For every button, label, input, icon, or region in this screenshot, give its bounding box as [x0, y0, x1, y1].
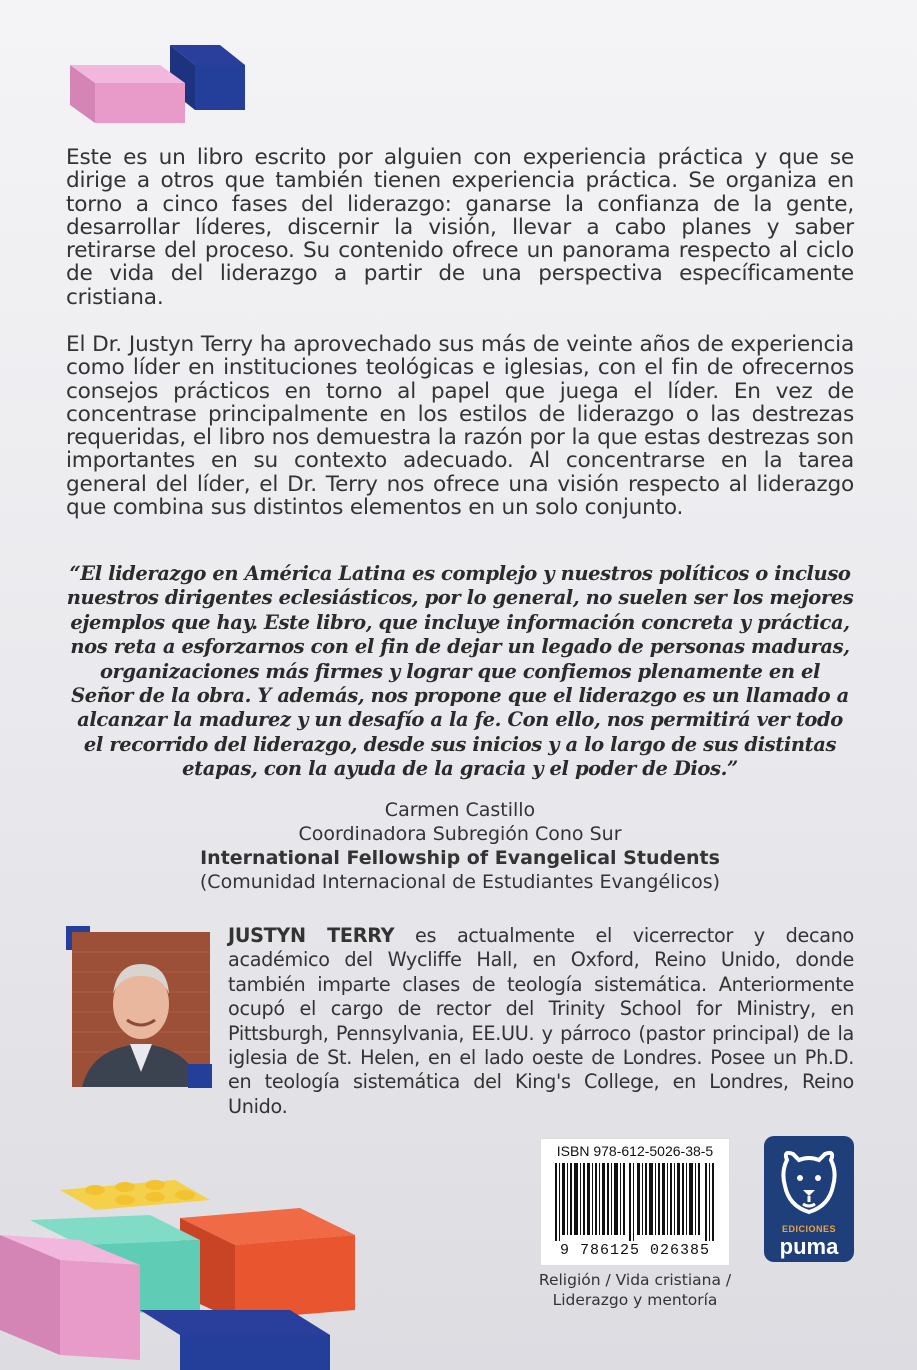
endorsement-quote: “El liderazgo en América Latina es complejo y nuestros políticos o incluso nuestros dirigentes eclesiásticos, por lo general, no suelen ser los mejores ejemplos que hay. Este libro, que incluye información concreta y práctica, nos reta a esforzarnos con el fin de dejar un legado de personas maduras, organizaciones más firmes y lograr que confiemos plenamente en el Señor de la obra. Y además, nos propone que el liderazgo es un llamado a alcanzar la madurez y un desafío a la fe. Con ello, nos permitirá ver todo el recorrido del liderazgo, desde sus inicios y a lo largo de sus distintas etapas, con la ayuda de la gracia y el poder de Dios.” — [66, 562, 854, 781]
isbn-number: 9 786125 026385 — [559, 1242, 711, 1259]
publisher-line-2: puma — [779, 1234, 839, 1259]
endorsement-organization-translation: (Comunidad Internacional de Estudiantes Evangélicos) — [199, 871, 721, 893]
endorsement-author: Carmen Castillo — [384, 799, 536, 821]
endorsement-role: Coordinadora Subregión Cono Sur — [298, 823, 622, 845]
brick-decoration-top — [60, 35, 260, 125]
publisher-logo — [764, 1136, 854, 1262]
orange-brick-front — [235, 1235, 355, 1320]
endorsement-organization: International Fellowship of Evangelical Students — [200, 847, 720, 869]
author-bio — [228, 924, 854, 1119]
endorsement-attribution — [66, 798, 854, 894]
barcode-icon — [555, 1163, 715, 1241]
puma-head-icon — [779, 1150, 839, 1216]
author-name: JUSTYN TERRY — [228, 924, 395, 947]
isbn-label: ISBN 978-612-5026-38-5 — [556, 1143, 714, 1159]
author-bio-text: es actualmente el vicerrector y decano académico del Wycliffe Hall, en Oxford, Reino Unido, donde también imparte clases de teología sistemática. Anteriormente ocupó el cargo de rector del Trinity School for Ministry, en Pittsburgh, Pennsylvania, EE.UU. y párroco (pastor principal) de la iglesia de St. Helen, en el lado oeste de Londres. Posee un Ph.D. en teología sistemática del King's College, en Londres, Reino Unido. — [228, 924, 854, 1118]
photo-accent-bottom — [188, 1064, 212, 1088]
navy-brick-bottom-front — [180, 1335, 330, 1370]
publisher-line-1: EDICIONES — [781, 1224, 836, 1234]
category-line-1: Religión / Vida cristiana / — [538, 1271, 732, 1289]
navy-brick-front — [195, 65, 245, 110]
description-paragraph-2: El Dr. Justyn Terry ha aprovechado sus más de veinte años de experiencia como líder en instituciones teológicas e iglesias, con el fin de ofrecernos consejos prácticos en torno al papel que juega el líder. En vez de concentrase principalmente en los estilos de liderazgo o las destrezas requeridas, el libro nos demuestra la razón por la que estas destrezas son importantes en su contexto adecuado. Al concentrarse en la tarea general del líder, el Dr. Terry nos ofrece una visión respecto al liderazgo que combina sus distintos elementos en un solo conjunto. — [66, 332, 854, 521]
book-category — [520, 1270, 750, 1310]
pink-brick-front — [95, 83, 185, 123]
category-line-2: Liderazgo y mentoría — [552, 1291, 718, 1309]
brick-decoration-bottom — [0, 1160, 370, 1370]
description-paragraph-1: Este es un libro escrito por alguien con experiencia práctica y que se dirige a otros que también tienen experiencia práctica. Se organiza en torno a cinco fases del liderazgo: ganarse la confianza de la gente, desarrollar líderes, discernir la visión, llevar a cabo planes y saber retirarse del proceso. Su contenido ofrece un panorama respecto al ciclo de vida del liderazgo a partir de una perspectiva específicamente cristiana. — [66, 145, 854, 310]
pink-brick-bottom-front — [60, 1260, 140, 1360]
barcode — [540, 1138, 730, 1266]
